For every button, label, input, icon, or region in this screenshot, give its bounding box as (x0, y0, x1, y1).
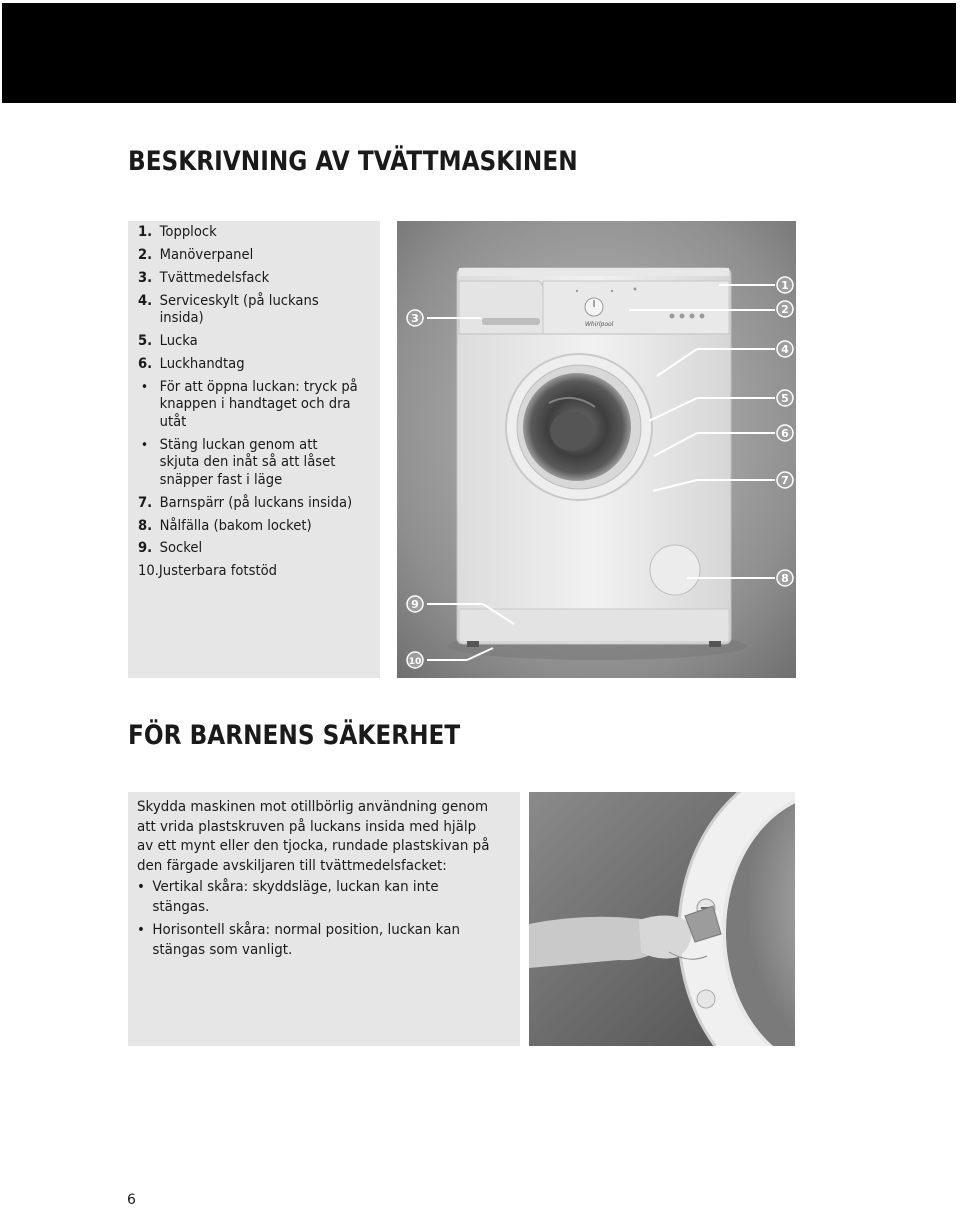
callout-6: 6 (781, 427, 789, 440)
list-item: 6. Luckhandtag (138, 355, 245, 372)
top-black-bar (2, 3, 956, 103)
safety-paragraph: Skydda maskinen mot otillbörlig användning genom att vrida plastskruven på luckans insida med hjälp av ett mynt eller den tjocka, rundade plastskivan på den färgade avskiljaren till tvättmedelsfacket: (137, 799, 490, 874)
list-item: 7. Barnspärr (på luckans insida) (138, 494, 353, 511)
list-item: 9. Sockel (138, 540, 203, 557)
list-item: 4. Serviceskylt (på luckans insida) (138, 292, 319, 327)
bullet-item: • Stäng luckan genom att skjuta den inåt så att låset snäpper fast i läge (140, 436, 336, 488)
list-item: 10.Justerbara fotstöd (138, 563, 278, 580)
parts-list (138, 224, 374, 586)
callout-9: 9 (411, 598, 419, 611)
callout-8: 8 (781, 572, 789, 585)
callout-1: 1 (781, 279, 789, 292)
child-lock-photo (529, 792, 795, 1046)
page-number: 6 (127, 1192, 136, 1208)
callout-4: 4 (781, 343, 789, 356)
bullet-item: • Vertikal skåra: skyddsläge, luckan kan inte stängas. (137, 879, 439, 915)
list-item: 8. Nålfälla (bakom locket) (138, 517, 312, 534)
safety-panel (128, 792, 520, 1046)
page-title: BESKRIVNING AV TVÄTTMASKINEN (128, 146, 578, 177)
callout-3: 3 (411, 312, 419, 325)
callout-5: 5 (781, 392, 789, 405)
parts-list-panel (128, 221, 380, 678)
list-item: 1. Topplock (138, 224, 217, 240)
callout-2: 2 (781, 303, 789, 316)
brand-logo: Whirlpool (585, 321, 614, 328)
list-item: 5. Lucka (138, 333, 198, 350)
bullet-item: • Horisontell skåra: normal position, luckan kan stängas som vanligt. (137, 922, 460, 958)
safety-bullets (137, 878, 512, 964)
washing-machine-photo (397, 221, 796, 678)
safety-heading: FÖR BARNENS SÄKERHET (128, 720, 461, 751)
callout-7: 7 (781, 474, 789, 487)
bullet-item: • För att öppna luckan: tryck på knappen i handtaget och dra utåt (140, 378, 358, 430)
list-item: 3. Tvättmedelsfack (138, 269, 270, 286)
callout-10: 10 (408, 657, 422, 667)
list-item: 2. Manöverpanel (138, 246, 254, 263)
